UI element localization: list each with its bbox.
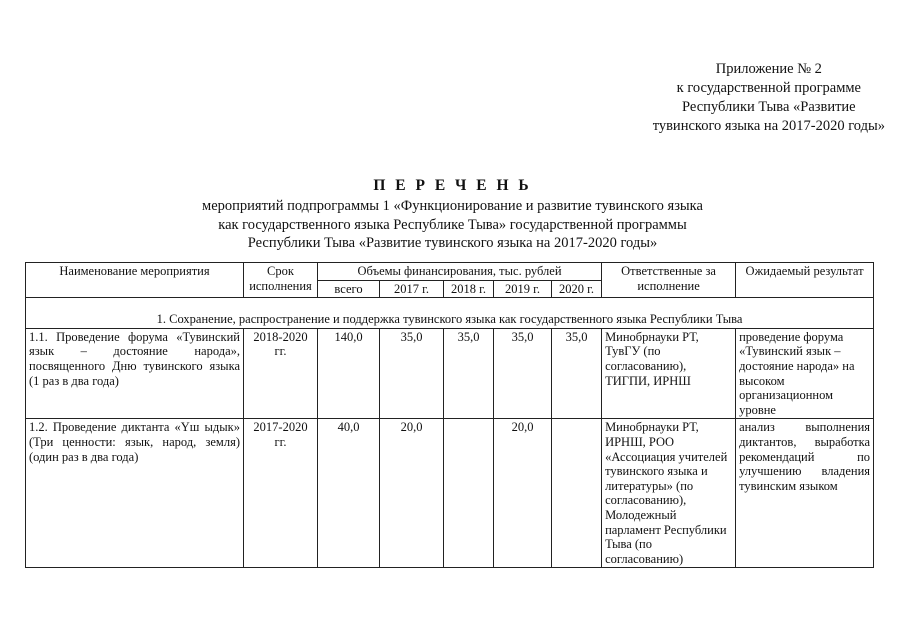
- activities-table: [25, 262, 874, 568]
- row-total: 140,0: [318, 328, 380, 419]
- row-2017: 20,0: [380, 419, 444, 568]
- row-result: анализ выполнения диктантов, выработка рекомендаций по улучшению владения тувинским языком: [736, 419, 874, 568]
- row-responsible: Минобрнауки РТ, ТувГУ (по согласованию), ТИГПИ, ИРНШ: [602, 328, 736, 419]
- header-result: Ожидаемый результат: [736, 263, 874, 298]
- section-row: [26, 298, 874, 329]
- subtitle-line: как государственного языка Республике Тыва» государственной программы: [218, 216, 687, 233]
- document-subtitle: [0, 197, 905, 253]
- row-2020: [552, 419, 602, 568]
- appendix-note: [653, 60, 885, 136]
- row-2019: 20,0: [494, 419, 552, 568]
- header-2018: 2018 г.: [444, 280, 494, 298]
- section-title: 1. Сохранение, распространение и поддержка тувинского языка как государственного языка Республики Тыва: [26, 298, 874, 329]
- row-total: 40,0: [318, 419, 380, 568]
- row-2020: 35,0: [552, 328, 602, 419]
- header-total: всего: [318, 280, 380, 298]
- header-2020: 2020 г.: [552, 280, 602, 298]
- row-2018: [444, 419, 494, 568]
- subtitle-line: Республики Тыва «Развитие тувинского языка на 2017-2020 годы»: [247, 235, 658, 251]
- row-2018: 35,0: [444, 328, 494, 419]
- row-2017: 35,0: [380, 328, 444, 419]
- table-row: [26, 419, 874, 568]
- header-term: Срок исполнения: [244, 263, 318, 298]
- row-term: 2017-2020 гг.: [244, 419, 318, 568]
- appendix-line: тувинского языка на 2017-2020 годы»: [652, 118, 885, 134]
- row-responsible: Минобрнауки РТ, ИРНШ, РОО «Ассоциация учителей тувинского языка и литературы» (по согласованию), Молодежный парламент Республики Тыва (по согласованию): [602, 419, 736, 568]
- subtitle-line: мероприятий подпрограммы 1 «Функционирование и развитие тувинского языка: [202, 198, 703, 214]
- appendix-line: Республики Тыва «Развитие: [682, 99, 856, 115]
- header-2017: 2017 г.: [380, 280, 444, 298]
- header-responsible: Ответственные за исполнение: [602, 263, 736, 298]
- header-row: [26, 263, 874, 281]
- row-name: 1.1. Проведение форума «Тувинский язык – достояние народа», посвященного Дню тувинского языка (1 раз в два года): [26, 328, 244, 419]
- row-result: проведение форума «Тувинский язык – достояние народа» на высоком организационном уровне: [736, 328, 874, 419]
- appendix-line: к государственной программе: [676, 80, 861, 96]
- header-name: Наименование мероприятия: [26, 263, 244, 298]
- header-2019: 2019 г.: [494, 280, 552, 298]
- table-row: [26, 328, 874, 419]
- row-term: 2018-2020 гг.: [244, 328, 318, 419]
- document-title: П Е Р Е Ч Е Н Ь: [373, 177, 532, 194]
- row-2019: 35,0: [494, 328, 552, 419]
- appendix-line: Приложение № 2: [715, 61, 822, 77]
- header-funding: Объемы финансирования, тыс. рублей: [318, 263, 602, 281]
- row-name: 1.2. Проведение диктанта «Үш ыдык» (Три ценности: язык, народ, земля) (один раз в два года): [26, 419, 244, 568]
